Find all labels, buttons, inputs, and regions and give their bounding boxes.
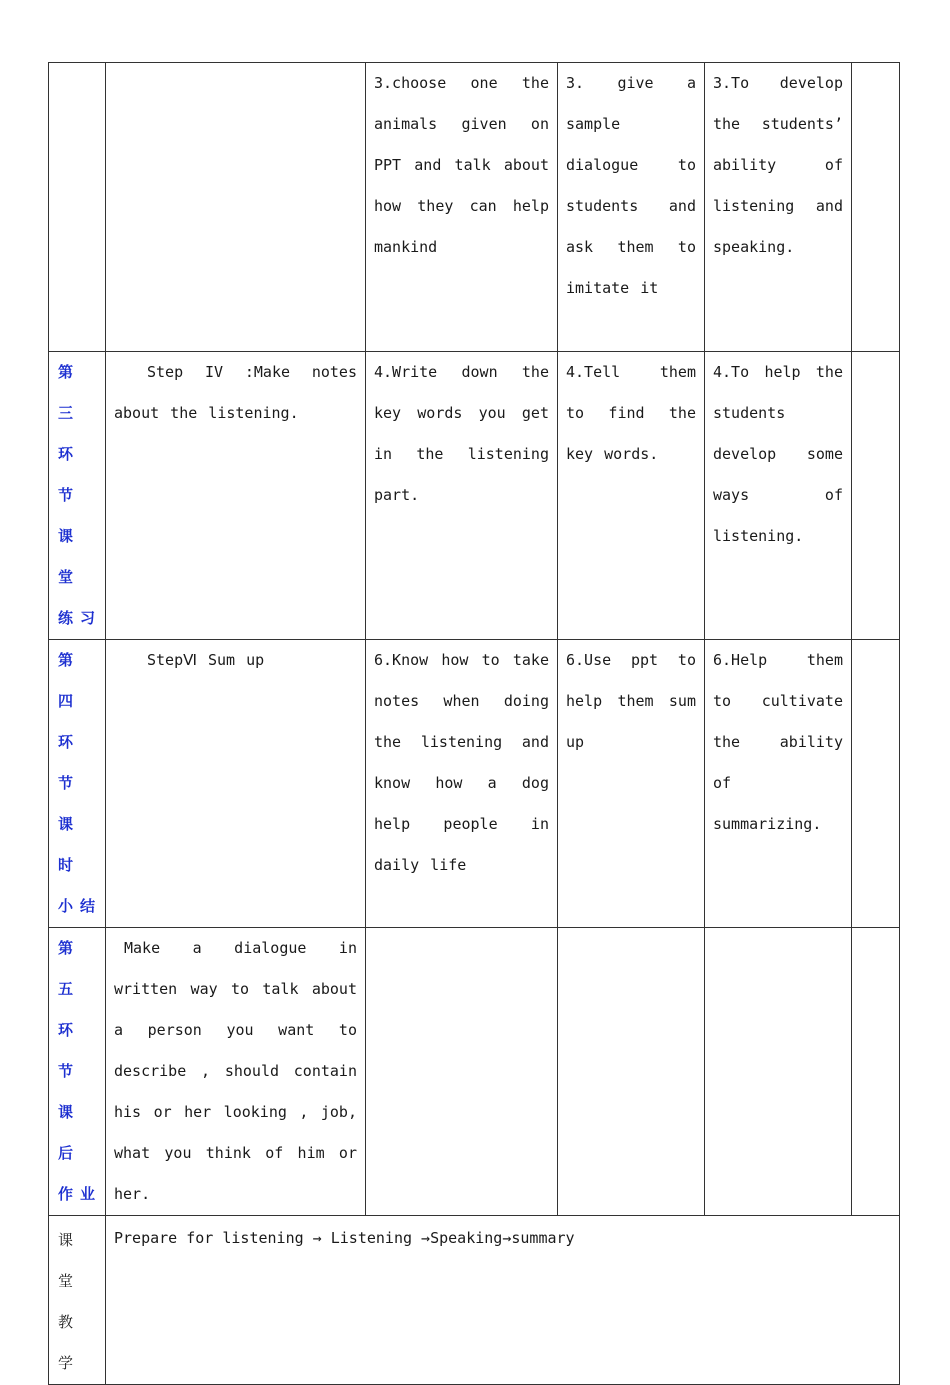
- teacher-activity-cell: 6.Use ppt to help them sum up: [558, 640, 705, 928]
- stage-label-line: 小结: [58, 897, 97, 915]
- student-activity-cell: 3.choose one the animals given on PPT and talk about how they can help mankind: [366, 63, 558, 352]
- teaching-flow-summary: Prepare for listening → Listening →Speaking→summary: [106, 1216, 900, 1385]
- teacher-activity-cell: 4.Tell them to find the key words.: [558, 352, 705, 640]
- category-char: 堂: [58, 1272, 74, 1290]
- student-activity-cell: 4.Write down the key words you get in the listening part.: [366, 352, 558, 640]
- empty-cell: [852, 352, 900, 640]
- purpose-cell: [705, 928, 852, 1216]
- table-row: [49, 928, 900, 1216]
- stage-cell: [49, 640, 106, 928]
- empty-cell: [852, 63, 900, 352]
- purpose-cell: 6.Help them to cultivate the ability of summarizing.: [705, 640, 852, 928]
- step-cell: Make a dialogue in written way to talk about a person you want to describe , should contain his or her looking , job, what you think of him or her.: [106, 928, 366, 1216]
- step-cell: [106, 63, 366, 352]
- category-char: 课: [58, 1231, 74, 1249]
- empty-cell: [852, 928, 900, 1216]
- teacher-activity-cell: [558, 928, 705, 1216]
- lesson-plan-table: [48, 62, 900, 1385]
- stage-label-line: 课 堂: [58, 527, 76, 586]
- table-row: [49, 1216, 900, 1385]
- stage-label-line: 课 时: [58, 815, 76, 874]
- purpose-cell: 3.To develop the students’ ability of listening and speaking.: [705, 63, 852, 352]
- student-activity-cell: 6.Know how to take notes when doing the listening and know how a dog help people in daily life: [366, 640, 558, 928]
- stage-cell: [49, 63, 106, 352]
- stage-label-line: 环 节: [58, 733, 76, 792]
- step-cell: Step IV :Make notes about the listening.: [106, 352, 366, 640]
- purpose-cell: 4.To help the students develop some ways of listening.: [705, 352, 852, 640]
- stage-label-line: 环 节: [58, 445, 76, 504]
- stage-label-line: 第 三: [58, 363, 76, 422]
- stage-cell: [49, 928, 106, 1216]
- step-cell: StepⅥ Sum up: [106, 640, 366, 928]
- stage-label-line: 作业: [58, 1185, 97, 1203]
- category-char: 教: [58, 1313, 74, 1331]
- student-activity-cell: [366, 928, 558, 1216]
- stage-label-line: 练习: [58, 609, 97, 627]
- table-row: [49, 640, 900, 928]
- stage-cell: [49, 352, 106, 640]
- stage-label-line: 环 节: [58, 1021, 76, 1080]
- stage-label-line: 第 五: [58, 939, 76, 998]
- table-row: [49, 63, 900, 352]
- teacher-activity-cell: 3. give a sample dialogue to students and ask them to imitate it: [558, 63, 705, 352]
- table-row: [49, 352, 900, 640]
- empty-cell: [852, 640, 900, 928]
- category-char: 学: [58, 1354, 74, 1372]
- stage-label-line: 第 四: [58, 651, 76, 710]
- stage-label-line: 课 后: [58, 1103, 76, 1162]
- category-cell: [49, 1216, 106, 1385]
